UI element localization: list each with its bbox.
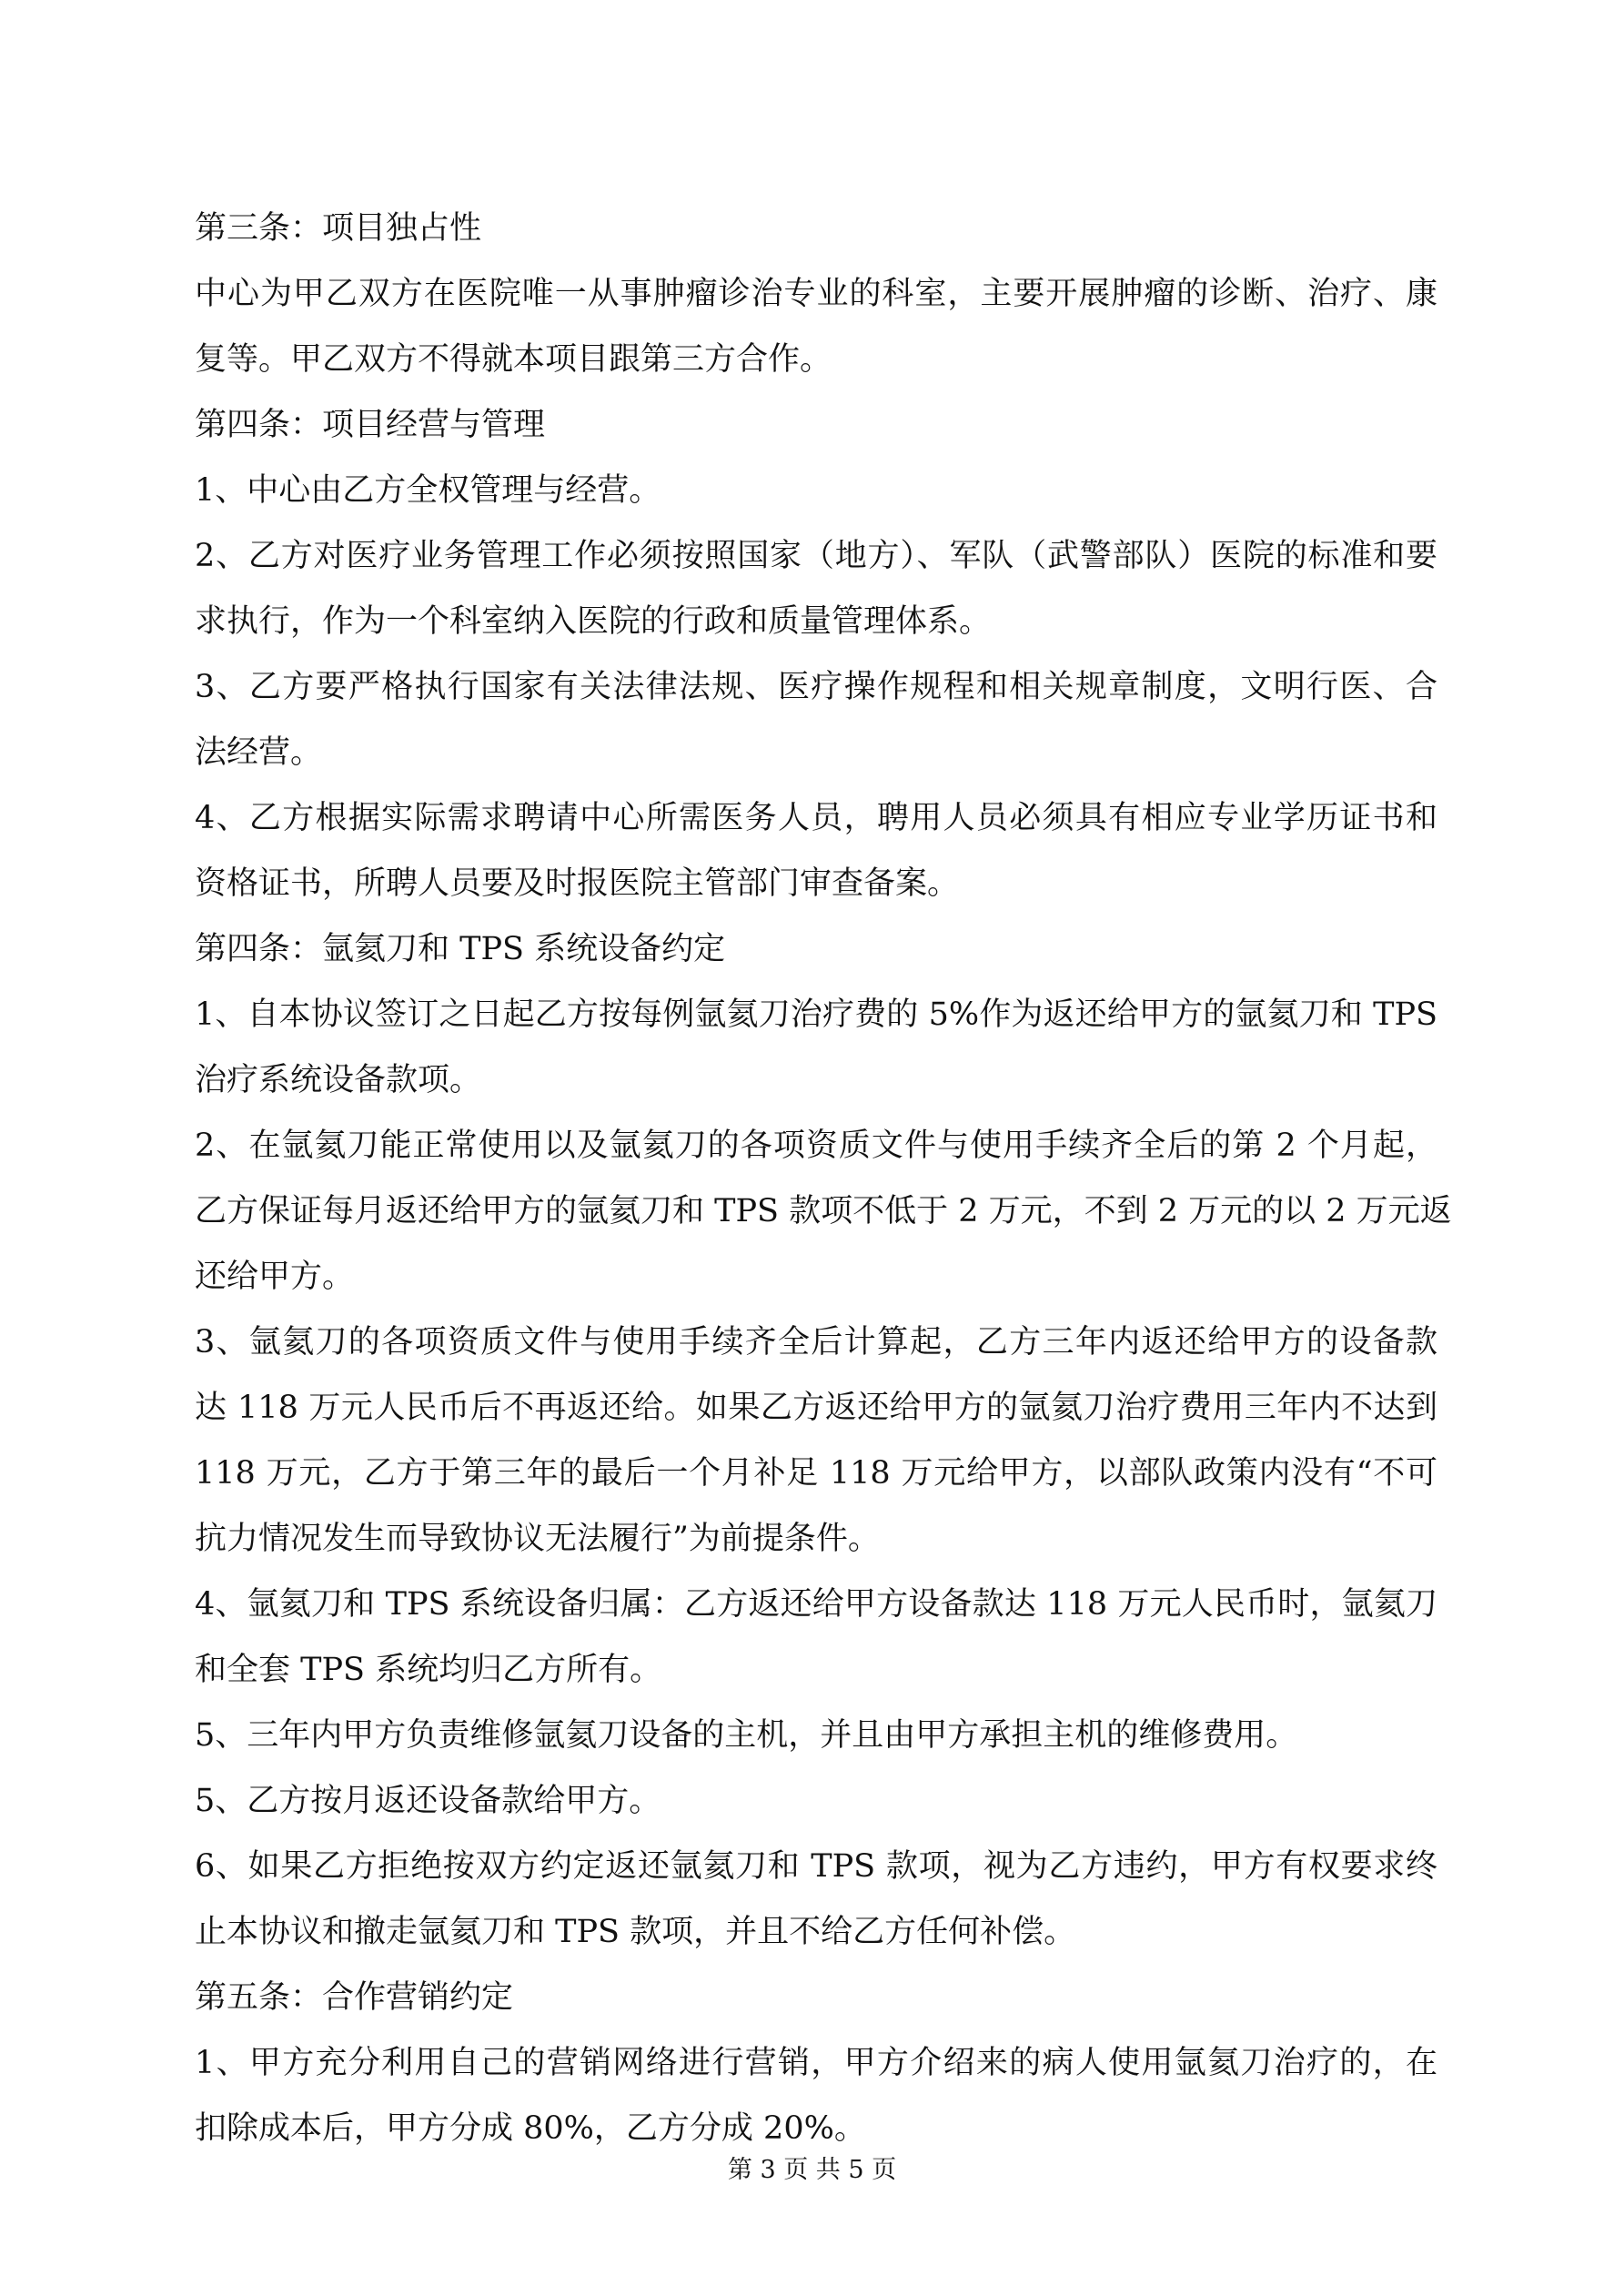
paragraph-line: 2、在氩氦刀能正常使用以及氩氦刀的各项资质文件与使用手续齐全后的第 2 个月起， xyxy=(195,1128,1437,1164)
page-footer: 第 3 页 共 5 页 xyxy=(727,2156,897,2184)
paragraph-line: 求执行，作为一个科室纳入医院的行政和质量管理体系。 xyxy=(195,603,992,640)
paragraph-line: 4、氩氦刀和 TPS 系统设备归属：乙方返还给甲方设备款达 118 万元人民币时，氩氦刀 xyxy=(195,1586,1437,1623)
paragraph-line: 5、三年内甲方负责维修氩氦刀设备的主机，并且由甲方承担主机的维修费用。 xyxy=(195,1717,1298,1754)
paragraph-line: 3、氩氦刀的各项资质文件与使用手续齐全后计算起，乙方三年内返还给甲方的设备款 xyxy=(195,1324,1437,1360)
section-heading: 第四条：氩氦刀和 TPS 系统设备约定 xyxy=(195,931,726,967)
paragraph-line: 6、如果乙方拒绝按双方约定返还氩氦刀和 TPS 款项，视为乙方违约，甲方有权要求终 xyxy=(195,1848,1437,1885)
paragraph-line: 1、自本协议签订之日起乙方按每例氩氦刀治疗费的 5%作为返还给甲方的氩氦刀和 TPS xyxy=(195,996,1437,1033)
paragraph-line: 5、乙方按月返还设备款给甲方。 xyxy=(195,1783,661,1819)
section-heading: 第三条：项目独占性 xyxy=(195,210,482,247)
paragraph-line: 还给甲方。 xyxy=(195,1259,355,1295)
paragraph-line: 扣除成本后，甲方分成 80%，乙方分成 20%。 xyxy=(195,2110,866,2147)
paragraph-line: 1、甲方充分利用自己的营销网络进行营销，甲方介绍来的病人使用氩氦刀治疗的，在 xyxy=(195,2045,1437,2081)
paragraph-line: 止本协议和撤走氩氦刀和 TPS 款项，并且不给乙方任何补偿。 xyxy=(195,1914,1076,1950)
paragraph-line: 复等。甲乙双方不得就本项目跟第三方合作。 xyxy=(195,341,832,378)
paragraph-line: 达 118 万元人民币后不再返还给。如果乙方返还给甲方的氩氦刀治疗费用三年内不达到 xyxy=(195,1390,1437,1426)
paragraph-line: 乙方保证每月返还给甲方的氩氦刀和 TPS 款项不低于 2 万元，不到 2 万元的以 2 万元返 xyxy=(195,1193,1452,1229)
section-heading: 第四条：项目经营与管理 xyxy=(195,407,546,443)
paragraph-line: 中心为甲乙双方在医院唯一从事肿瘤诊治专业的科室，主要开展肿瘤的诊断、治疗、康 xyxy=(195,276,1437,312)
paragraph-line: 4、乙方根据实际需求聘请中心所需医务人员，聘用人员必须具有相应专业学历证书和 xyxy=(195,800,1437,836)
paragraph-line: 法经营。 xyxy=(195,734,323,771)
paragraph-line: 治疗系统设备款项。 xyxy=(195,1062,482,1098)
paragraph-line: 资格证书，所聘人员要及时报医院主管部门审查备案。 xyxy=(195,865,960,902)
paragraph-line: 和全套 TPS 系统均归乙方所有。 xyxy=(195,1652,662,1688)
paragraph-line: 3、乙方要严格执行国家有关法律法规、医疗操作规程和相关规章制度，文明行医、合 xyxy=(195,669,1437,705)
paragraph-line: 2、乙方对医疗业务管理工作必须按照国家（地方）、军队（武警部队）医院的标准和要 xyxy=(195,538,1437,574)
section-heading: 第五条：合作营销约定 xyxy=(195,1979,514,2016)
paragraph-line: 118 万元，乙方于第三年的最后一个月补足 118 万元给甲方，以部队政策内没有“不可 xyxy=(195,1455,1437,1492)
paragraph-line: 抗力情况发生而导致协议无法履行”为前提条件。 xyxy=(195,1521,880,1557)
paragraph-line: 1、中心由乙方全权管理与经营。 xyxy=(195,472,661,509)
